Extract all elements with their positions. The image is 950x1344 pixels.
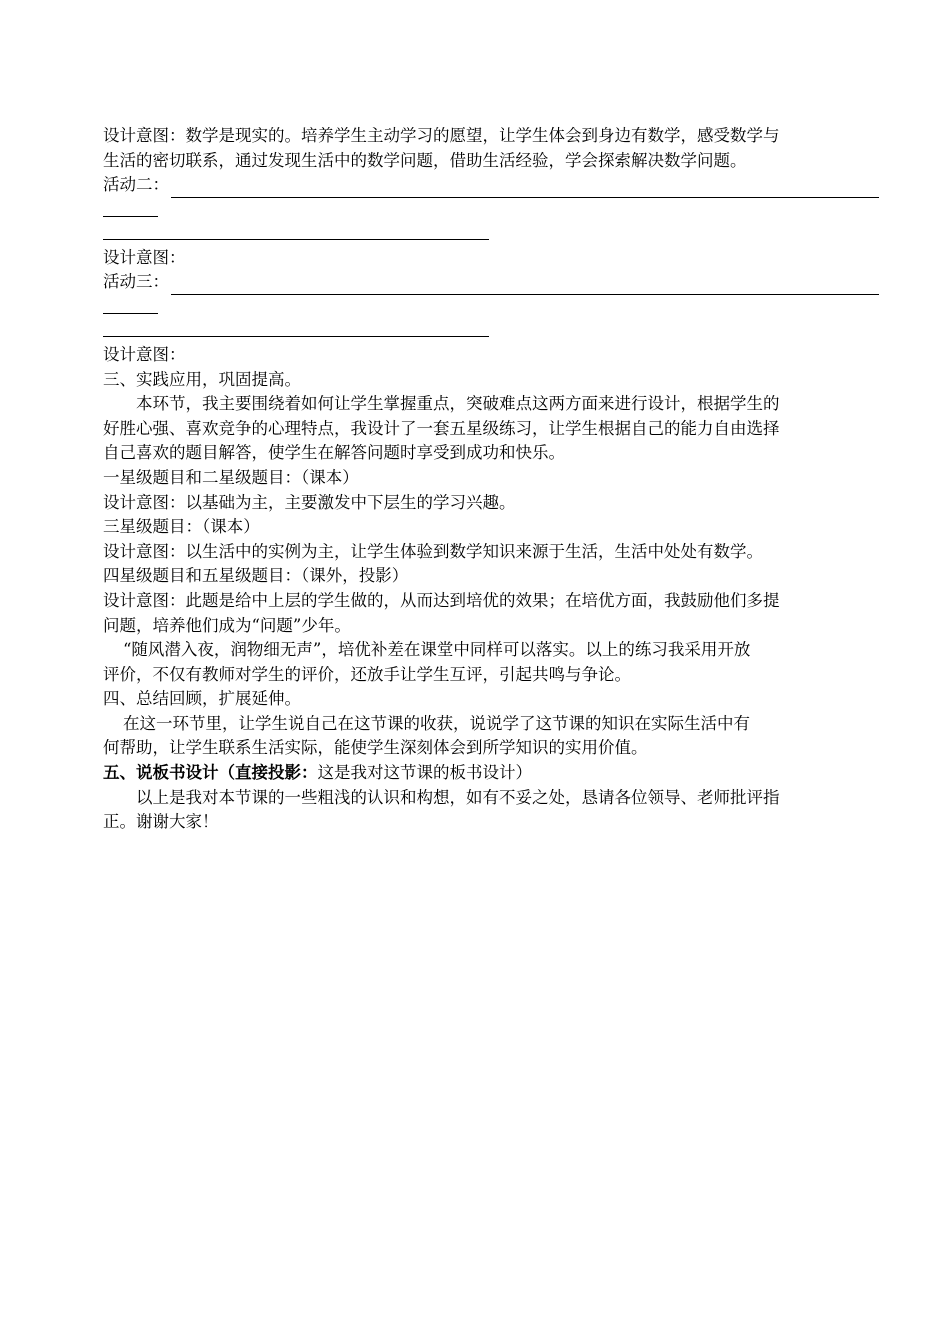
- section-5-title-rest: 这是我对这节课的板书设计）: [317, 763, 532, 783]
- activity-2-blank-line: [171, 180, 879, 198]
- section-3-para-line2: 好胜心强、喜欢竞争的心理特点，我设计了一套五星级练习，让学生根据自己的能力自由选择: [103, 418, 780, 438]
- section-3-para-line1: 本环节，我主要围绕着如何让学生掌握重点，突破难点这两方面来进行设计，根据学生的: [136, 394, 780, 414]
- section-5-title-bold: 五、说板书设计（直接投影：: [103, 763, 318, 783]
- star-1-2-questions: 一星级题目和二星级题目：（课本）: [103, 467, 359, 487]
- section-3-title: 三、实践应用，巩固提高。: [103, 369, 301, 389]
- activity-2-label: 活动二：: [103, 175, 169, 195]
- quote-para-line2: 评价，不仅有教师对学生的评价，还放手让学生互评，引起共鸣与争论。: [103, 664, 631, 684]
- activity-2-row: [103, 173, 879, 198]
- section-4-para-line2: 何帮助，让学生联系生活实际，能使学生深刻体会到所学知识的实用价值。: [103, 738, 648, 758]
- closing-line2: 正。谢谢大家！: [103, 812, 219, 832]
- activity-3-blank-line: [171, 277, 879, 295]
- design-intent-2: 设计意图：: [103, 247, 186, 267]
- design-intent-1-line2: 生活的密切联系，通过发现生活中的数学问题，借助生活经验，学会探索解决数学问题。: [103, 150, 747, 170]
- star-3-questions: 三星级题目：（课本）: [103, 517, 260, 537]
- star-4-5-intent-line1: 设计意图：此题是给中上层的学生做的，从而达到培优的效果；在培优方面，我鼓励他们多提: [103, 590, 780, 610]
- star-1-2-intent: 设计意图：以基础为主，主要激发中下层生的学习兴趣。: [103, 492, 516, 512]
- section-4-title: 四、总结回顾，扩展延伸。: [103, 689, 301, 709]
- activity-3-row: [103, 270, 879, 295]
- star-3-intent: 设计意图：以生活中的实例为主，让学生体验到数学知识来源于生活，生活中处处有数学。: [103, 541, 763, 561]
- document-page: [103, 124, 879, 835]
- design-intent-3: 设计意图：: [103, 344, 186, 364]
- section-4-para-line1: 在这一环节里，让学生说自己在这节课的收获，说说学了这节课的知识在实际生活中有: [123, 713, 750, 733]
- section-5-title: [103, 761, 879, 786]
- star-4-5-intent-line2: 问题，培养他们成为“问题”少年。: [103, 615, 351, 635]
- star-4-5-questions: 四星级题目和五星级题目：（课外，投影）: [103, 566, 409, 586]
- section-3-para-line3: 自己喜欢的题目解答，使学生在解答问题时享受到成功和快乐。: [103, 443, 565, 463]
- quote-para-line1: “随风潜入夜，润物细无声”，培优补差在课堂中同样可以落实。以上的练习我采用开放: [123, 640, 751, 660]
- activity-3-label: 活动三：: [103, 272, 169, 292]
- design-intent-1-line1: 设计意图：数学是现实的。培养学生主动学习的愿望，让学生体会到身边有数学，感受数学与: [103, 126, 780, 145]
- closing-line1: 以上是我对本节课的一些粗浅的认识和构想，如有不妥之处，恳请各位领导、老师批评指: [136, 787, 780, 807]
